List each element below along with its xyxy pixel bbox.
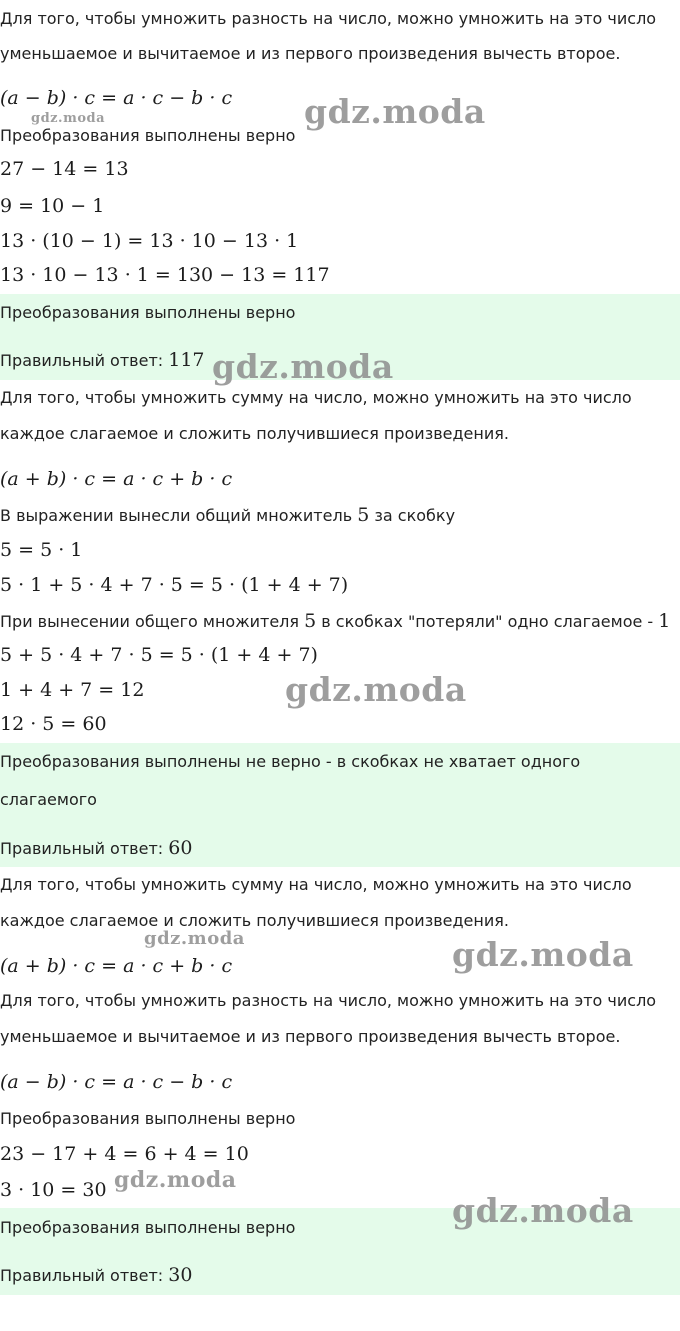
- rule-text-line-1: Для того, чтобы умножить разность на число, можно умножить на это число: [0, 991, 657, 1010]
- note-number: 5: [357, 504, 370, 526]
- note-text: Преобразования выполнены верно: [0, 126, 296, 145]
- rule-text-line-2: уменьшаемое и вычитаемое и из первого произведения вычесть второе.: [0, 1027, 621, 1046]
- rule-text-line-1: Для того, чтобы умножить сумму на число, можно умножить на это число: [0, 388, 632, 407]
- rule-text-line-2: каждое слагаемое и сложить получившиеся произведения.: [0, 911, 509, 930]
- equation: 13 · (10 − 1) = 13 · 10 − 13 · 1: [0, 230, 299, 252]
- rule-text-line-1: Для того, чтобы умножить разность на число, можно умножить на это число: [0, 9, 657, 28]
- watermark-logo: gdz.moda: [31, 111, 106, 126]
- equation: 23 − 17 + 4 = 6 + 4 = 10: [0, 1143, 249, 1165]
- equation: 1 + 4 + 7 = 12: [0, 679, 145, 701]
- formula: (a + b) · c = a · c + b · c: [0, 468, 233, 490]
- result-note-line-2: слагаемого: [0, 790, 97, 809]
- watermark-logo: gdz.moda: [285, 670, 467, 709]
- formula: (a − b) · c = a · c − b · c: [0, 1071, 233, 1093]
- watermark-logo: gdz.moda: [452, 935, 634, 974]
- result-note: Преобразования выполнены верно: [0, 303, 296, 322]
- answer-line: [0, 350, 205, 371]
- equation: 5 = 5 · 1: [0, 539, 83, 561]
- rule-text-line-2: уменьшаемое и вычитаемое и из первого произведения вычесть второе.: [0, 44, 621, 63]
- answer-value: 60: [168, 837, 193, 859]
- watermark-logo: gdz.moda: [212, 347, 394, 386]
- watermark-logo: gdz.moda: [114, 1167, 237, 1193]
- equation: 27 − 14 = 13: [0, 158, 129, 180]
- equation: 3 · 10 = 30: [0, 1179, 107, 1201]
- watermark-logo: gdz.moda: [304, 92, 486, 131]
- note-part: за скобку: [369, 506, 456, 525]
- equation: 5 + 5 · 4 + 7 · 5 = 5 · (1 + 4 + 7): [0, 644, 318, 666]
- equation: 9 = 10 − 1: [0, 195, 105, 217]
- answer-label: Правильный ответ:: [0, 839, 169, 858]
- note-number: 5: [304, 610, 317, 632]
- result-note: Преобразования выполнены верно: [0, 1218, 296, 1237]
- note-text: [0, 611, 670, 632]
- answer-label: Правильный ответ:: [0, 351, 169, 370]
- equation: 5 · 1 + 5 · 4 + 7 · 5 = 5 · (1 + 4 + 7): [0, 574, 349, 596]
- result-note-line-1: Преобразования выполнены не верно - в скобках не хватает одного: [0, 752, 581, 771]
- note-text: [0, 505, 455, 526]
- note-number: 1: [658, 610, 671, 632]
- rule-text-line-2: каждое слагаемое и сложить получившиеся произведения.: [0, 424, 509, 443]
- watermark-logo: gdz.moda: [452, 1191, 634, 1230]
- formula: (a − b) · c = a · c − b · c: [0, 87, 233, 109]
- answer-line: [0, 1265, 192, 1286]
- note-part: При вынесении общего множителя: [0, 612, 305, 631]
- rule-text-line-1: Для того, чтобы умножить сумму на число, можно умножить на это число: [0, 875, 632, 894]
- answer-label: Правильный ответ:: [0, 1266, 169, 1285]
- answer-value: 117: [168, 349, 205, 371]
- answer-value: 30: [168, 1264, 193, 1286]
- note-part: в скобках "потеряли" одно слагаемое -: [316, 612, 659, 631]
- answer-line: [0, 838, 192, 859]
- equation: 12 · 5 = 60: [0, 713, 107, 735]
- formula: (a + b) · c = a · c + b · c: [0, 955, 233, 977]
- note-text: Преобразования выполнены верно: [0, 1109, 296, 1128]
- watermark-logo: gdz.moda: [144, 928, 245, 949]
- note-part: В выражении вынесли общий множитель: [0, 506, 358, 525]
- equation: 13 · 10 − 13 · 1 = 130 − 13 = 117: [0, 264, 330, 286]
